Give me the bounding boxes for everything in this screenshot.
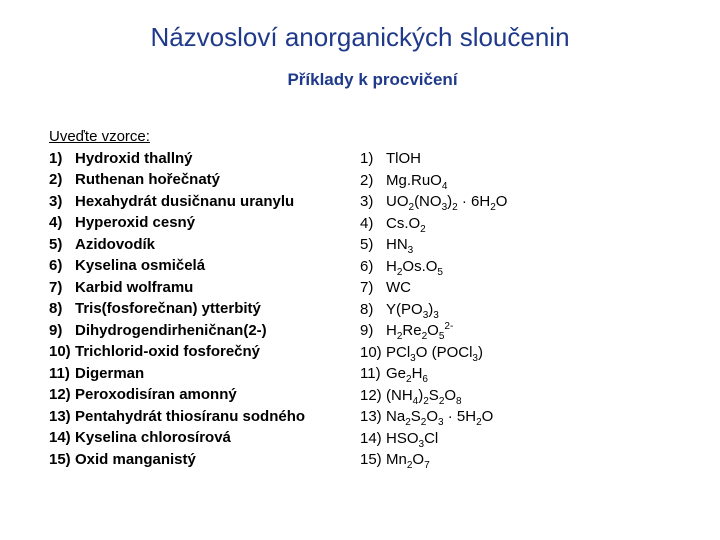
formula-text: Re bbox=[402, 322, 422, 339]
formula-text: Y(PO bbox=[386, 300, 423, 318]
answer-formula bbox=[386, 406, 493, 428]
formula-subscript: 5 bbox=[437, 266, 443, 278]
task-item bbox=[49, 212, 349, 234]
task-item-text: Kyselina chlorosírová bbox=[75, 429, 231, 446]
answer-formula bbox=[386, 385, 462, 407]
answer-item-number: 7) bbox=[360, 279, 374, 296]
answer-item bbox=[360, 342, 690, 364]
formula-text: Cs.O bbox=[386, 214, 421, 232]
formula-subscript: 3 bbox=[433, 309, 439, 321]
formula-text: O bbox=[426, 408, 438, 425]
formula-text: (NO bbox=[414, 193, 442, 210]
formula-subscript: 5 bbox=[438, 331, 445, 342]
task-item-text: Kyselina osmičelá bbox=[75, 257, 206, 274]
answer-formula bbox=[386, 256, 443, 278]
answer-formula bbox=[386, 320, 453, 342]
task-item bbox=[49, 148, 349, 170]
answer-item-number: 6) bbox=[360, 257, 374, 275]
task-item-text: Dihydrogendirheničnan(2-) bbox=[75, 321, 267, 339]
formula-text: TlOH bbox=[386, 150, 421, 167]
formula-subscript: 2 bbox=[396, 331, 403, 342]
task-item-number: 15) bbox=[49, 450, 71, 468]
task-list bbox=[49, 126, 349, 470]
formula-text: ) bbox=[428, 300, 434, 318]
task-item-number: 4) bbox=[49, 214, 63, 231]
task-item-text: Trichlorid-oxid fosforečný bbox=[75, 343, 261, 360]
answer-item-number: 14) bbox=[360, 429, 382, 447]
formula-subscript: 2 bbox=[421, 331, 428, 342]
formula-subscript: 4 bbox=[441, 180, 448, 192]
task-item bbox=[49, 234, 349, 256]
task-list-heading: Uveďte vzorce: bbox=[49, 128, 150, 145]
formula-subscript: 3 bbox=[422, 309, 429, 321]
answer-formula bbox=[386, 234, 413, 256]
formula-text: Na bbox=[386, 408, 406, 425]
answer-item bbox=[360, 213, 690, 235]
formula-text: Mg.RuO bbox=[386, 171, 442, 189]
formula-text: · 6H bbox=[457, 193, 491, 210]
formula-text: H bbox=[411, 365, 423, 382]
answer-formula bbox=[386, 449, 430, 471]
task-item-text: Oxid manganistý bbox=[75, 450, 196, 468]
formula-subscript: 2 bbox=[438, 395, 445, 407]
answer-item bbox=[360, 385, 690, 407]
task-item bbox=[49, 277, 349, 299]
task-item-number: 3) bbox=[49, 192, 63, 210]
task-item-text: Azidovodík bbox=[75, 235, 156, 253]
answer-formula bbox=[386, 170, 447, 192]
answer-item bbox=[360, 170, 690, 192]
task-item bbox=[49, 255, 349, 277]
answer-item-number: 2) bbox=[360, 171, 374, 189]
task-item-text: Hyperoxid cesný bbox=[75, 214, 196, 231]
task-items bbox=[49, 148, 349, 471]
task-item-number: 5) bbox=[49, 235, 63, 253]
answer-item bbox=[360, 428, 690, 450]
formula-text: S bbox=[410, 408, 421, 425]
answer-item bbox=[360, 277, 690, 299]
formula-text: H bbox=[386, 322, 397, 339]
formula-subscript: 2 bbox=[408, 202, 415, 213]
answer-list bbox=[360, 148, 690, 471]
task-item-number: 11) bbox=[49, 364, 70, 382]
answer-item-number: 10) bbox=[360, 343, 382, 361]
formula-subscript: 8 bbox=[456, 395, 462, 407]
formula-text: · 5H bbox=[443, 408, 477, 425]
task-item-number: 1) bbox=[49, 149, 63, 167]
slide-subtitle: Příklady k procvičení bbox=[287, 70, 458, 89]
answer-item-number: 3) bbox=[360, 193, 374, 210]
formula-text: ) bbox=[418, 386, 424, 404]
task-item bbox=[49, 449, 349, 471]
answer-item-number: 5) bbox=[360, 236, 374, 253]
task-item bbox=[49, 320, 349, 342]
formula-text: WC bbox=[386, 279, 411, 296]
answer-formula bbox=[386, 363, 428, 385]
formula-text: Mn bbox=[386, 451, 407, 468]
task-item bbox=[49, 384, 349, 406]
answer-item-number: 4) bbox=[360, 214, 374, 232]
answer-item bbox=[360, 256, 690, 278]
answer-item bbox=[360, 363, 690, 385]
task-item bbox=[49, 427, 349, 449]
answer-item bbox=[360, 299, 690, 321]
formula-text: H bbox=[386, 257, 397, 275]
task-item bbox=[49, 406, 349, 428]
task-item bbox=[49, 169, 349, 191]
task-item-number: 8) bbox=[49, 300, 63, 317]
answer-item-number: 1) bbox=[360, 150, 374, 167]
formula-text: Ge bbox=[386, 365, 407, 382]
answer-formula bbox=[386, 277, 411, 299]
task-item-text: Ruthenan hořečnatý bbox=[75, 171, 221, 188]
answer-item-number: 9) bbox=[360, 322, 374, 339]
formula-subscript: 4 bbox=[412, 395, 419, 407]
task-item-text: Hexahydrát dusičnanu uranylu bbox=[75, 192, 295, 210]
formula-text: ) bbox=[477, 343, 483, 361]
answer-item-number: 12) bbox=[360, 386, 382, 404]
formula-subscript: 3 bbox=[410, 352, 416, 364]
answer-item bbox=[360, 449, 690, 471]
formula-text: (NH bbox=[386, 386, 413, 404]
task-item bbox=[49, 341, 349, 363]
task-item-text: Karbid wolframu bbox=[75, 278, 194, 296]
answer-formula bbox=[386, 148, 421, 170]
task-item-number: 7) bbox=[49, 278, 63, 296]
answer-formula bbox=[386, 299, 439, 321]
formula-subscript: 2 bbox=[406, 460, 413, 471]
answer-formula bbox=[386, 213, 426, 235]
formula-text: O bbox=[444, 386, 457, 404]
answer-item bbox=[360, 234, 690, 256]
formula-subscript: 2 bbox=[452, 202, 458, 213]
formula-text: HN bbox=[386, 236, 408, 253]
answer-formula bbox=[386, 428, 438, 450]
formula-text: HSO bbox=[386, 429, 419, 447]
formula-text: O bbox=[412, 451, 425, 468]
formula-subscript: 3 bbox=[472, 352, 478, 364]
answer-item-number: 15) bbox=[360, 451, 382, 468]
task-item-text: Pentahydrát thiosíranu sodného bbox=[75, 407, 306, 425]
task-item-number: 9) bbox=[49, 321, 63, 339]
task-item-number: 2) bbox=[49, 171, 63, 188]
slide-title: Názvosloví anorganických sloučenin bbox=[150, 22, 570, 52]
task-item-number: 13) bbox=[49, 407, 71, 425]
task-item-number: 6) bbox=[49, 257, 63, 274]
formula-text: O bbox=[427, 322, 439, 339]
answer-items bbox=[360, 148, 690, 471]
formula-subscript: 3 bbox=[407, 245, 414, 256]
formula-text: O (POCl bbox=[415, 343, 473, 361]
formula-subscript: 2 bbox=[423, 395, 429, 407]
formula-text: Cl bbox=[424, 429, 439, 447]
formula-text: Os.O bbox=[402, 257, 438, 275]
answer-formula bbox=[386, 342, 483, 364]
answer-item bbox=[360, 320, 690, 342]
formula-superscript: 2- bbox=[444, 321, 454, 332]
answer-item-number: 8) bbox=[360, 300, 374, 318]
formula-subscript: 3 bbox=[418, 438, 425, 450]
formula-text: ) bbox=[447, 193, 453, 210]
formula-subscript: 3 bbox=[441, 202, 448, 213]
answer-item-number: 11) bbox=[360, 365, 381, 382]
task-item-number: 14) bbox=[49, 429, 71, 446]
formula-subscript: 2 bbox=[476, 417, 482, 428]
task-item-text: Tris(fosforečnan) ytterbitý bbox=[75, 300, 261, 317]
formula-subscript: 2 bbox=[406, 374, 412, 385]
formula-text: UO bbox=[386, 193, 409, 210]
formula-text: PCl bbox=[386, 343, 411, 361]
formula-subscript: 3 bbox=[438, 417, 444, 428]
formula-text: S bbox=[428, 386, 439, 404]
formula-subscript: 2 bbox=[490, 202, 496, 213]
formula-subscript: 7 bbox=[424, 460, 430, 471]
task-item-number: 10) bbox=[49, 343, 71, 360]
answer-item-number: 13) bbox=[360, 408, 382, 425]
task-item bbox=[49, 363, 349, 385]
answer-item bbox=[360, 148, 690, 170]
formula-text: O bbox=[495, 193, 508, 210]
answer-item bbox=[360, 406, 690, 428]
task-item bbox=[49, 191, 349, 213]
answer-formula bbox=[386, 191, 507, 213]
task-item-number: 12) bbox=[49, 386, 71, 403]
task-item bbox=[49, 298, 349, 320]
formula-subscript: 2 bbox=[396, 266, 403, 278]
task-item-text: Digerman bbox=[75, 364, 145, 382]
answer-item bbox=[360, 191, 690, 213]
formula-subscript: 6 bbox=[422, 374, 428, 385]
task-item-text: Hydroxid thallný bbox=[75, 149, 193, 167]
formula-subscript: 2 bbox=[405, 417, 411, 428]
formula-subscript: 2 bbox=[420, 417, 427, 428]
formula-subscript: 2 bbox=[420, 223, 426, 235]
formula-text: O bbox=[481, 408, 494, 425]
task-item-text: Peroxodisíran amonný bbox=[75, 386, 237, 403]
